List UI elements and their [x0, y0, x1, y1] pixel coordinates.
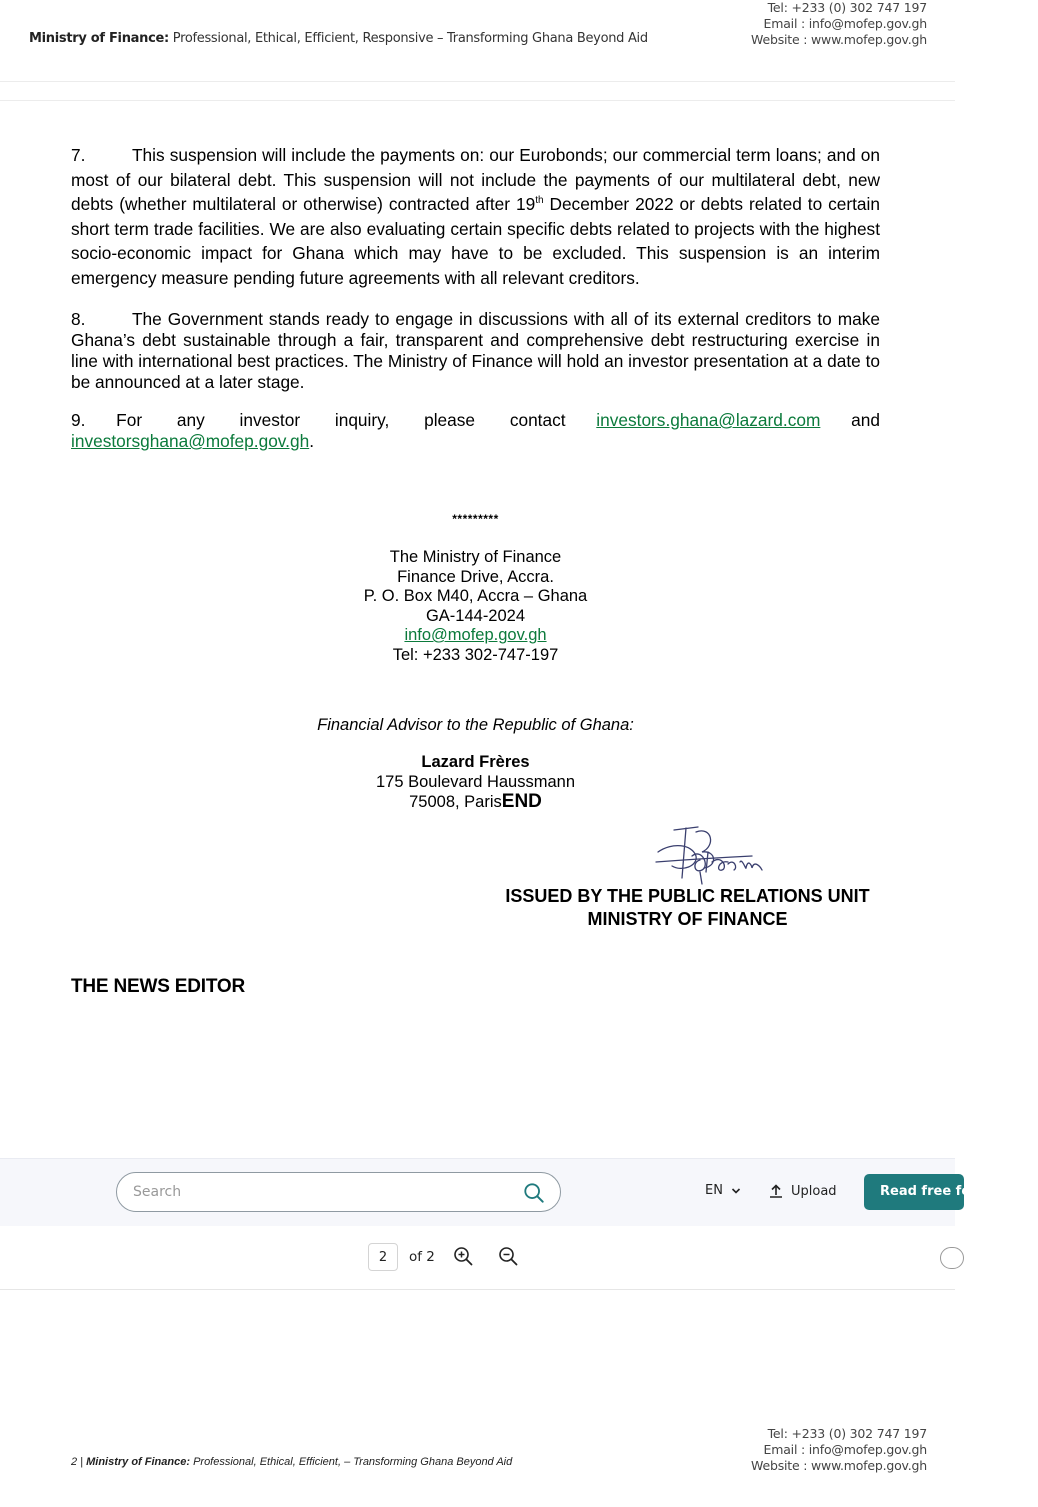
paragraph-text: December 2022 or debts related to certain short term trade facilities. We are also evaluating certain specific debts related to projects with the highest socio-economic impact for Ghana which may have to be excluded. This suspension is an interim emergency measure pending future agreements with all relevant creditors.	[71, 194, 880, 288]
paragraph-text: and	[851, 410, 880, 430]
address-name: The Ministry of Finance	[389, 548, 562, 566]
chevron-down-icon	[731, 1187, 741, 1195]
paragraph-text: The Government stands ready to engage in discussions with all of its external creditors to make Ghana’s debt sustainable through a fair, transparent and comprehensive debt restructuring exercise in line with international best practices. The Ministry of Finance will hold an investor presentation at a date to be announced at a later stage.	[71, 309, 880, 392]
header-org-name: Ministry of Finance:	[29, 31, 169, 46]
investor-email-mofep-link[interactable]: investorsghana@mofep.gov.gh	[71, 431, 310, 451]
header-divider	[0, 100, 955, 101]
header-website: Website : www.mofep.gov.gh	[751, 32, 927, 47]
footer-email: Email : info@mofep.gov.gh	[763, 1442, 927, 1457]
header-email: Email : info@mofep.gov.gh	[763, 16, 927, 31]
paragraph-7	[71, 143, 880, 290]
paragraph-number: 8.	[71, 309, 86, 329]
advisor-name: Lazard Frères	[421, 753, 530, 771]
advisor-address	[0, 753, 951, 813]
issued-by-line1: ISSUED BY THE PUBLIC RELATIONS UNIT	[505, 886, 870, 906]
paragraph-text: For any investor inquiry, please contact	[116, 410, 566, 430]
superscript: th	[535, 195, 544, 206]
paragraph-8	[71, 309, 880, 393]
ministry-email-link[interactable]: info@mofep.gov.gh	[404, 626, 547, 644]
investor-email-lazard-link[interactable]: investors.ghana@lazard.com	[596, 410, 821, 430]
footer-website: Website : www.mofep.gov.gh	[751, 1458, 927, 1473]
advisor-heading: Financial Advisor to the Republic of Ghana:	[317, 716, 634, 734]
footer-page-number: 2 |	[71, 1456, 84, 1468]
issued-by-line2: MINISTRY OF FINANCE	[587, 909, 788, 929]
header-contact-block	[751, 0, 927, 48]
address-code: GA-144-2024	[425, 606, 526, 625]
address-tel: Tel: +233 302-747-197	[392, 645, 559, 664]
read-free-button[interactable]: Read free for 30 days	[864, 1174, 964, 1210]
paragraph-text: .	[309, 431, 314, 451]
paragraph-number: 9.	[71, 410, 86, 430]
address-box: P. O. Box M40, Accra – Ghana	[363, 587, 588, 605]
page-total-label: of 2	[409, 1249, 435, 1265]
language-selector[interactable]	[705, 1183, 741, 1198]
view-mode-button[interactable]	[940, 1247, 964, 1269]
advisor-street: 175 Boulevard Haussmann	[375, 772, 576, 791]
search-icon[interactable]	[523, 1182, 545, 1204]
address-street: Finance Drive, Accra.	[397, 567, 554, 586]
advisor-city: 75008, Paris	[409, 793, 502, 811]
language-label: EN	[705, 1183, 723, 1198]
header-tagline-line	[29, 31, 648, 46]
zoom-in-icon[interactable]	[452, 1245, 474, 1267]
footer-tel: Tel: +233 (0) 302 747 197	[767, 1426, 927, 1441]
paragraph-9	[71, 410, 880, 452]
paragraph-9-line1	[71, 410, 880, 431]
footer-tagline-line	[71, 1456, 512, 1468]
header-tagline: Professional, Ethical, Efficient, Responsive – Transforming Ghana Beyond Aid	[172, 31, 648, 46]
zoom-out-icon[interactable]	[497, 1245, 519, 1267]
page-number-input[interactable]	[368, 1243, 398, 1271]
news-editor-heading: THE NEWS EDITOR	[71, 976, 245, 997]
signature-image	[652, 822, 772, 888]
footer-contact-block	[751, 1426, 927, 1474]
header-tel: Tel: +233 (0) 302 747 197	[767, 0, 927, 15]
paragraph-text: This suspension will include the payments on: our Eurobonds; our commercial term loans; and on most of our bilateral debt. This suspension will not include the payments of our multilateral debt, new debts (whether multilateral or otherwise) contracted after 19	[71, 145, 880, 214]
footer-org-name: Ministry of Finance:	[86, 1456, 190, 1468]
paragraph-number: 7.	[71, 145, 86, 165]
page-navigation-bar	[0, 1228, 955, 1290]
upload-button[interactable]	[768, 1183, 837, 1199]
footer-tagline: Professional, Ethical, Efficient, – Transforming Ghana Beyond Aid	[193, 1456, 513, 1468]
upload-label: Upload	[791, 1183, 837, 1199]
search-box	[116, 1172, 561, 1212]
paragraph-9-line2	[71, 431, 880, 452]
end-marker: END	[501, 791, 542, 812]
ministry-address	[0, 548, 951, 665]
section-separator: *********	[452, 512, 499, 526]
upload-icon	[768, 1183, 784, 1199]
search-input[interactable]	[133, 1181, 513, 1203]
